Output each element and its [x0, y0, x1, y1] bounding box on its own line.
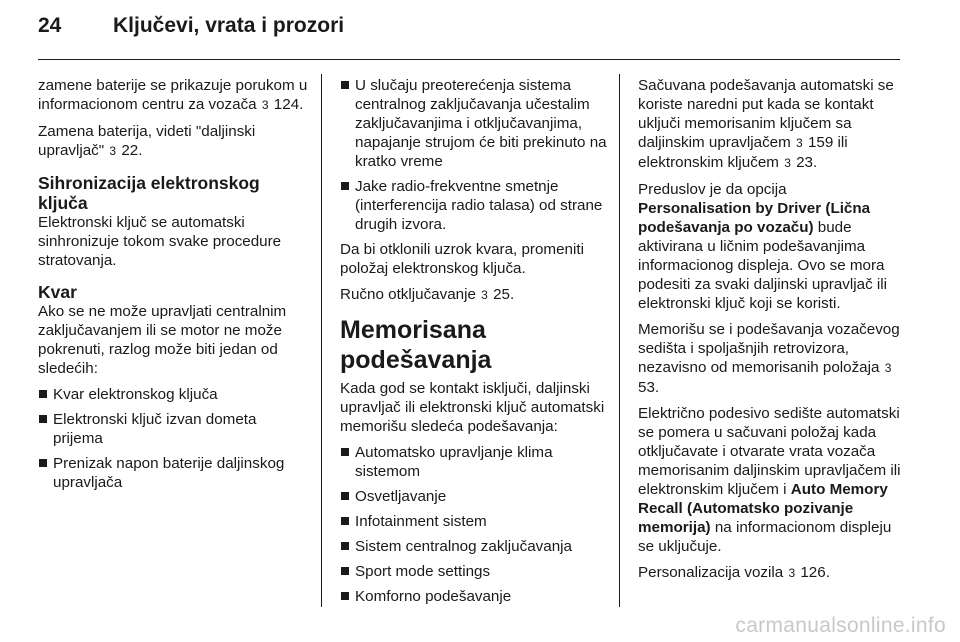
column-2	[340, 76, 610, 612]
fault-list-continued	[340, 76, 610, 234]
paragraph-battery-message: zamene baterije se prikazuje porukom u informacionom centru za vozača 3 124.	[38, 77, 308, 113]
reference-arrow-icon: 3	[109, 144, 117, 158]
reference-arrow-icon: 3	[788, 566, 796, 580]
reference-arrow-icon: 3	[261, 98, 269, 112]
heading-memorised-settings: Memorisana podešavanja	[340, 316, 492, 374]
paragraph-battery-replace: Zamena baterija, videti "daljinski upravljač" 3 22.	[38, 123, 256, 159]
cross-reference[interactable]: 126.	[800, 564, 830, 581]
list-item: Infotainment sistem	[340, 512, 610, 531]
column-1	[38, 76, 310, 498]
list-item: Osvetljavanje	[340, 487, 610, 506]
list-item: Jake radio-frekventne smetnje (interferencija radio talasa) od strane drugih izvora.	[340, 177, 610, 234]
column-divider-2	[619, 74, 620, 607]
memorised-list	[340, 443, 610, 606]
paragraph-personalisation: Personalizacija vozila 3 126.	[638, 564, 830, 581]
heading-sync: Sihronizacija elektronskog ključa	[38, 173, 260, 213]
reference-arrow-icon: 3	[796, 136, 803, 150]
paragraph-fix: Da bi otklonili uzrok kvara, promeniti položaj elektronskog ključa.	[340, 241, 584, 277]
cross-reference[interactable]: 25.	[493, 286, 515, 303]
column-3	[638, 76, 904, 590]
reference-arrow-icon: 3	[884, 361, 892, 375]
header-rule	[38, 59, 900, 60]
page-title: Ključevi, vrata i prozori	[113, 14, 345, 37]
list-item: Kvar elektronskog ključa	[38, 385, 310, 404]
paragraph-saved-settings: Sačuvana podešavanja automatski se koriste naredni put kada se kontakt uključi memorisanim ključem sa daljinskim upravljačem 3 159 ili elektronskim ključem 3 23.	[638, 77, 894, 171]
menu-option-name: Personalisation by Driver (Lična podešavanja po vozaču)	[638, 200, 871, 236]
paragraph-precondition: Preduslov je da opcija Personalisation by Driver (Lična podešavanja po vozaču) bude aktivirana u ličnim podešavanjima informacionog displeja. Ovo se mora podesiti za svaki daljinski upravljač ili elektronski ključ koji se koristi.	[638, 181, 888, 312]
list-item: Elektronski ključ izvan dometa prijema	[38, 410, 310, 448]
column-divider-1	[321, 74, 322, 607]
list-item: Automatsko upravljanje klima sistemom	[340, 443, 610, 481]
paragraph-electric-seat: Električno podesivo sedište automatski se pomera u sačuvani položaj kada otključavate i otvarate vrata vozača memorisanim daljinskim upravljačem ili elektronskim ključem i Auto Memory Recall (Automatsko pozivanje memorija) na informacionom displeju se uključuje.	[638, 405, 901, 555]
reference-arrow-icon: 3	[784, 156, 791, 170]
page-number: 24	[38, 14, 62, 37]
cross-reference[interactable]: 23.	[796, 154, 818, 171]
list-item: Sport mode settings	[340, 562, 610, 581]
page-header	[38, 14, 898, 50]
reference-arrow-icon: 3	[481, 288, 488, 302]
list-item: Komforno podešavanje	[340, 587, 610, 606]
paragraph-seat-mirrors: Memorišu se i podešavanja vozačevog sedišta i spoljašnjih retrovizora, nezavisno od memorisanih položaja 3 53.	[638, 321, 900, 396]
cross-reference[interactable]: 22.	[121, 142, 143, 159]
fault-list	[38, 385, 310, 492]
watermark: carmanualsonline.info	[735, 614, 946, 637]
cross-reference[interactable]: 53.	[638, 379, 660, 396]
paragraph-manual-unlock: Ručno otključavanje 3 25.	[340, 286, 515, 303]
paragraph-sync: Elektronski ključ se automatski sinhronizuje tokom svake procedure stratovanja.	[38, 214, 282, 269]
heading-fault: Kvar	[38, 282, 77, 302]
list-item: Prenizak napon baterije daljinskog upravljača	[38, 454, 310, 492]
cross-reference[interactable]: 124.	[273, 96, 304, 113]
paragraph-memorised: Kada god se kontakt isključi, daljinski upravljač ili elektronski ključ automatski memorišu sledeća podešavanja:	[340, 380, 605, 435]
paragraph-fault: Ako se ne može upravljati centralnim zaključavanjem ili se motor ne može pokrenuti, razlog može biti jedan od sledećih:	[38, 303, 287, 377]
list-item: U slučaju preoterećenja sistema centralnog zaključavanja učestalim zaključavanjima i otključavanjima, napajanje strujom će biti prekinuto na kratko vreme	[340, 76, 610, 171]
menu-option-name: Auto Memory Recall (Automatsko pozivanje memorija)	[638, 481, 888, 536]
list-item: Sistem centralnog zaključavanja	[340, 537, 610, 556]
